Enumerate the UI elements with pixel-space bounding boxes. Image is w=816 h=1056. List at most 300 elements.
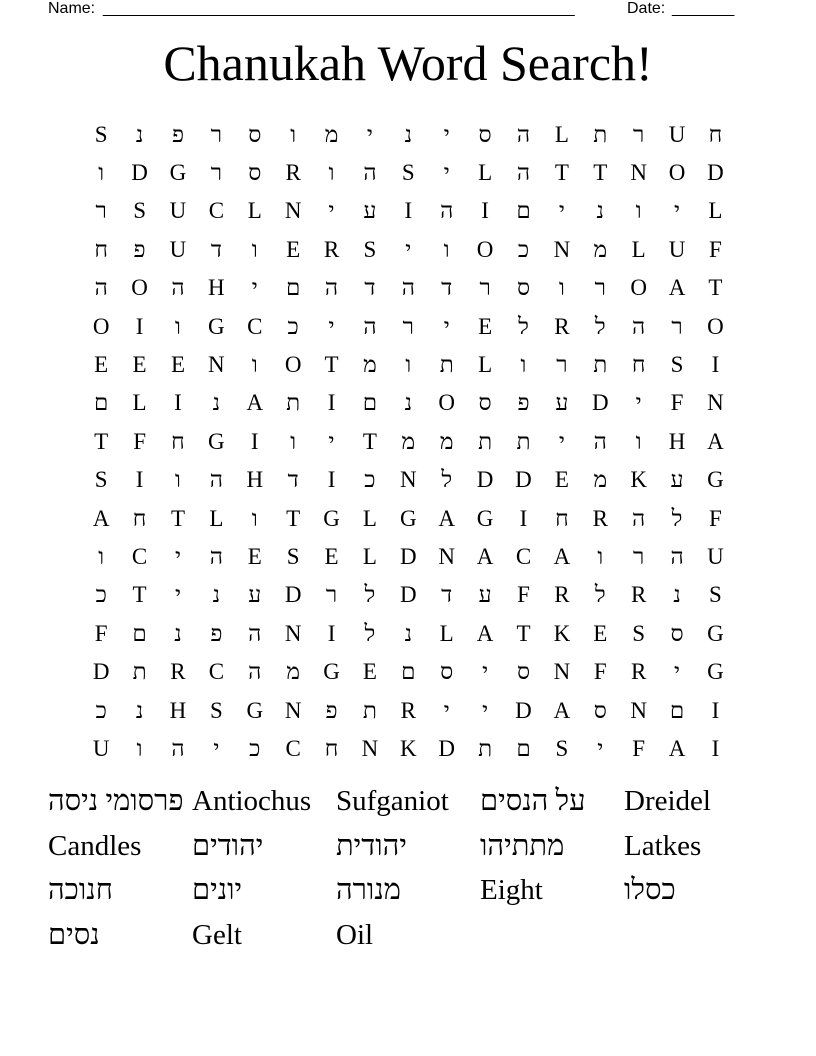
grid-cell: D <box>515 467 532 493</box>
grid-cell: I <box>327 620 336 646</box>
grid-cell: A <box>438 505 456 531</box>
grid-cell: ס <box>593 697 607 723</box>
grid-cell: נ <box>404 390 413 416</box>
grid-cell: E <box>286 236 301 262</box>
grid-cell: ר <box>633 543 645 569</box>
grid-cell: ח <box>324 735 339 761</box>
grid-cell: R <box>170 659 186 685</box>
grid-cell: A <box>92 505 110 531</box>
grid-cell: ו <box>405 352 412 378</box>
grid-cell: ל <box>441 467 453 493</box>
grid-cell: ו <box>98 160 105 186</box>
grid-cell: ד <box>364 275 376 301</box>
grid-cell: I <box>711 352 720 378</box>
grid-cell: N <box>208 352 225 378</box>
grid-cell: כ <box>287 313 299 339</box>
grid-cell: י <box>213 735 220 761</box>
grid-cell: י <box>174 543 181 569</box>
grid-cell: E <box>247 543 262 569</box>
grid-cell: מ <box>286 659 300 685</box>
grid-cell: E <box>554 467 569 493</box>
grid-cell: L <box>209 505 224 531</box>
grid-cell: R <box>323 236 340 262</box>
grid-cell: ח <box>631 352 646 378</box>
word-bank-item: יהודים <box>192 829 264 862</box>
grid-cell: ו <box>251 505 258 531</box>
grid-cell: נ <box>212 582 221 608</box>
grid-cell: ר <box>210 121 223 147</box>
grid-cell: T <box>362 428 377 454</box>
word-search-grid <box>82 115 735 768</box>
grid-cell: N <box>630 160 647 186</box>
grid-cell: D <box>131 160 148 186</box>
grid-cell: D <box>284 582 302 608</box>
grid-cell: T <box>170 505 185 531</box>
grid-cell: כ <box>364 467 376 493</box>
grid-cell: ס <box>670 620 684 646</box>
grid-cell: O <box>284 352 302 378</box>
grid-cell: ו <box>597 543 604 569</box>
grid-cell: י <box>443 697 450 723</box>
grid-cell: ס <box>478 390 492 416</box>
grid-cell: R <box>285 160 301 186</box>
grid-cell: F <box>94 620 108 646</box>
grid-cell: O <box>438 390 456 416</box>
grid-cell: N <box>707 390 724 416</box>
grid-cell: F <box>593 659 607 685</box>
grid-cell: י <box>482 659 489 685</box>
grid-cell: G <box>476 505 494 531</box>
grid-cell: K <box>553 620 571 646</box>
grid-cell: N <box>553 659 571 685</box>
grid-cell: ם <box>94 390 109 416</box>
grid-cell: מ <box>401 428 416 454</box>
word-bank-item: פרסומי ניסה <box>48 785 184 817</box>
grid-cell: H <box>668 428 686 454</box>
grid-cell: ו <box>290 428 297 454</box>
grid-cell: S <box>133 198 146 224</box>
grid-cell: ח <box>171 428 185 454</box>
grid-cell: י <box>405 236 412 262</box>
grid-cell: ה <box>516 160 531 186</box>
word-bank-item: יונים <box>192 874 243 907</box>
grid-cell: י <box>251 275 258 301</box>
grid-cell: ר <box>95 198 107 224</box>
grid-cell: ו <box>443 236 450 262</box>
grid-cell: I <box>519 505 528 531</box>
grid-cell: ם <box>362 390 378 416</box>
grid-cell: ו <box>98 543 105 569</box>
grid-cell: ת <box>478 428 493 454</box>
grid-cell: ו <box>251 236 258 262</box>
grid-cell: N <box>400 467 417 493</box>
word-bank-item: על הנסים <box>480 785 586 817</box>
grid-cell: ה <box>516 121 531 147</box>
grid-cell: L <box>132 390 147 416</box>
word-bank-item: Latkes <box>624 829 702 862</box>
grid-cell: ו <box>635 428 642 454</box>
grid-cell: ר <box>325 582 338 608</box>
grid-cell: D <box>400 582 417 608</box>
grid-cell: G <box>707 467 724 493</box>
grid-cell: F <box>709 505 722 531</box>
word-bank-item: Antiochus <box>192 785 312 817</box>
grid-cell: י <box>635 390 642 416</box>
grid-cell: C <box>247 313 263 339</box>
grid-cell: L <box>554 121 569 147</box>
grid-cell: D <box>92 659 110 685</box>
grid-cell: R <box>554 582 570 608</box>
grid-cell: מ <box>593 467 608 493</box>
grid-cell: ד <box>210 236 222 262</box>
grid-cell: K <box>400 735 417 761</box>
grid-cell: ו <box>635 198 642 224</box>
grid-cell: I <box>174 390 182 416</box>
grid-cell: U <box>169 236 187 262</box>
grid-cell: ס <box>440 659 454 685</box>
grid-cell: ע <box>478 582 492 608</box>
grid-cell: ר <box>479 275 491 301</box>
grid-cell: פ <box>133 236 146 262</box>
grid-cell: ה <box>324 275 339 301</box>
grid-cell: ע <box>363 198 377 224</box>
grid-cell: A <box>668 275 686 301</box>
grid-cell: ח <box>94 236 108 262</box>
word-bank-item: Eight <box>480 874 543 907</box>
grid-cell: ח <box>555 505 569 531</box>
grid-cell: N <box>438 543 456 569</box>
grid-cell: T <box>324 352 339 378</box>
grid-cell: G <box>323 505 340 531</box>
grid-cell: O <box>92 313 110 339</box>
grid-cell: י <box>482 697 489 723</box>
grid-cell: ל <box>594 313 606 339</box>
grid-cell: C <box>285 735 301 761</box>
grid-cell: ה <box>363 160 377 186</box>
grid-cell: ע <box>248 582 262 608</box>
grid-cell: פ <box>210 620 223 646</box>
grid-cell: ו <box>251 352 258 378</box>
grid-cell: כ <box>95 582 107 608</box>
word-bank-item: כסלו <box>624 874 676 907</box>
grid-cell: G <box>707 620 724 646</box>
grid-cell: A <box>246 390 264 416</box>
grid-cell: S <box>94 467 108 493</box>
grid-cell: ה <box>632 505 646 531</box>
grid-cell: C <box>208 198 225 224</box>
grid-cell: S <box>555 735 569 761</box>
grid-cell: G <box>208 428 225 454</box>
grid-cell: E <box>362 659 377 685</box>
grid-cell: D <box>515 697 532 723</box>
grid-cell: F <box>632 735 646 761</box>
grid-cell: F <box>133 428 146 454</box>
grid-cell: ת <box>516 428 531 454</box>
grid-cell: ד <box>441 582 453 608</box>
date-label: Date: <box>627 0 666 17</box>
grid-cell: L <box>708 198 723 224</box>
grid-cell: ס <box>248 121 262 147</box>
grid-cell: נ <box>212 390 221 416</box>
grid-cell: י <box>443 313 450 339</box>
grid-cell: ו <box>175 313 181 339</box>
grid-cell: S <box>401 160 415 186</box>
grid-cell: כ <box>517 236 530 262</box>
grid-cell: I <box>135 313 144 339</box>
grid-cell: H <box>208 275 225 301</box>
grid-cell: ת <box>286 390 301 416</box>
grid-cell: ה <box>593 428 607 454</box>
word-bank-item: Sufganiot <box>336 785 449 817</box>
grid-cell: ר <box>556 352 568 378</box>
name-label: Name: <box>48 0 96 17</box>
grid-cell: ה <box>171 275 185 301</box>
grid-cell: ס <box>516 659 531 685</box>
grid-cell: T <box>516 620 531 646</box>
grid-cell: ר <box>210 160 223 186</box>
grid-cell: ת <box>439 352 454 378</box>
word-bank-item: חנוכה <box>48 874 113 907</box>
grid-cell: R <box>630 659 647 685</box>
grid-cell: ס <box>478 121 492 147</box>
grid-cell: י <box>558 428 565 454</box>
grid-cell: ם <box>516 198 531 224</box>
grid-cell: ו <box>136 735 143 761</box>
grid-cell: פ <box>171 121 184 147</box>
grid-cell: C <box>515 543 532 569</box>
grid-cell: ו <box>328 160 335 186</box>
grid-cell: S <box>709 582 722 608</box>
word-bank-item: Candles <box>48 829 142 862</box>
grid-cell: D <box>707 160 724 186</box>
grid-cell: G <box>400 505 417 531</box>
grid-cell: י <box>366 121 373 147</box>
grid-cell: ה <box>94 275 108 301</box>
grid-cell: נ <box>135 121 144 147</box>
grid-cell: S <box>209 697 223 723</box>
grid-cell: L <box>439 620 454 646</box>
grid-cell: כ <box>95 697 107 723</box>
grid-cell: L <box>478 352 493 378</box>
grid-cell: R <box>554 313 570 339</box>
grid-cell: מ <box>593 236 608 262</box>
grid-cell: E <box>324 543 339 569</box>
grid-cell: ה <box>248 659 262 685</box>
grid-cell: י <box>174 582 181 608</box>
grid-cell: H <box>246 467 264 493</box>
grid-cell: I <box>711 735 720 761</box>
grid-cell: T <box>286 505 301 531</box>
grid-cell: T <box>708 275 723 301</box>
grid-cell: R <box>400 697 416 723</box>
grid-cell: U <box>668 236 686 262</box>
word-bank-item: מתתיהו <box>480 829 565 862</box>
grid-cell: ת <box>593 352 608 378</box>
grid-cell: S <box>363 236 377 262</box>
header-line <box>48 0 748 20</box>
grid-cell: י <box>674 198 681 224</box>
grid-cell: ם <box>401 659 416 685</box>
grid-cell: ת <box>593 121 608 147</box>
grid-cell: T <box>94 428 109 454</box>
grid-cell: נ <box>673 582 681 608</box>
grid-cell: ו <box>175 467 181 493</box>
grid-cell: מ <box>439 428 454 454</box>
grid-cell: E <box>593 620 608 646</box>
grid-cell: I <box>711 697 720 723</box>
grid-cell: A <box>707 428 724 454</box>
grid-cell: N <box>284 620 302 646</box>
grid-cell: ם <box>285 275 301 301</box>
grid-cell: L <box>631 236 646 262</box>
grid-cell: A <box>668 735 686 761</box>
grid-cell: A <box>553 697 571 723</box>
grid-cell: ל <box>364 582 376 608</box>
grid-cell: ו <box>558 275 565 301</box>
grid-cell: נ <box>174 620 182 646</box>
grid-cell: I <box>250 428 259 454</box>
grid-cell: ר <box>633 121 645 147</box>
grid-cell: S <box>286 543 300 569</box>
grid-cell: G <box>208 313 225 339</box>
grid-cell: ח <box>708 121 723 147</box>
grid-cell: נ <box>596 198 605 224</box>
grid-cell: I <box>135 467 144 493</box>
grid-cell: N <box>630 697 647 723</box>
grid-cell: E <box>478 313 493 339</box>
grid-cell: ה <box>209 543 223 569</box>
grid-cell: ס <box>248 160 262 186</box>
grid-cell: ה <box>171 735 185 761</box>
grid-cell: T <box>132 582 147 608</box>
grid-cell: C <box>131 543 148 569</box>
grid-cell: U <box>668 121 686 147</box>
grid-cell: T <box>593 160 608 186</box>
grid-cell: ד <box>287 467 299 493</box>
grid-cell: ד <box>441 275 453 301</box>
grid-cell: י <box>443 160 450 186</box>
grid-cell: N <box>284 198 302 224</box>
grid-cell: R <box>630 582 647 608</box>
grid-cell: ר <box>402 313 414 339</box>
grid-cell: ם <box>516 735 531 761</box>
grid-cell: R <box>592 505 608 531</box>
grid-cell: G <box>246 697 264 723</box>
grid-cell: ם <box>132 620 147 646</box>
grid-cell: D <box>438 735 456 761</box>
grid-cell: י <box>443 121 450 147</box>
grid-cell: O <box>131 275 148 301</box>
word-bank-item: נסים <box>48 919 100 952</box>
grid-cell: D <box>400 543 417 569</box>
grid-cell: ו <box>520 352 527 378</box>
grid-cell: O <box>630 275 647 301</box>
word-bank-item: Dreidel <box>624 785 711 817</box>
grid-cell: S <box>632 620 646 646</box>
grid-cell: ח <box>132 505 147 531</box>
grid-cell: E <box>132 352 147 378</box>
word-bank <box>48 781 768 960</box>
grid-cell: L <box>362 543 377 569</box>
grid-cell: מ <box>363 352 377 378</box>
grid-cell: ת <box>478 735 493 761</box>
grid-cell: ס <box>516 275 531 301</box>
grid-cell: ל <box>518 313 529 339</box>
grid-cell: ה <box>209 467 223 493</box>
grid-cell: L <box>362 505 377 531</box>
grid-cell: ה <box>440 198 454 224</box>
grid-cell: ה <box>670 543 684 569</box>
grid-cell: S <box>670 352 684 378</box>
grid-cell: כ <box>249 735 261 761</box>
grid-cell: A <box>476 543 494 569</box>
page-title: Chanukah Word Search! <box>163 35 653 91</box>
word-bank-item: Oil <box>336 919 374 952</box>
grid-cell: י <box>328 198 335 224</box>
grid-cell: נ <box>135 697 144 723</box>
grid-cell: K <box>630 467 647 493</box>
date-blank-line: _______ <box>672 0 735 17</box>
grid-cell: N <box>284 697 302 723</box>
grid-cell: I <box>404 198 413 224</box>
grid-cell: ע <box>670 467 684 493</box>
grid-cell: י <box>558 198 565 224</box>
grid-cell: N <box>361 735 379 761</box>
grid-cell: O <box>707 313 724 339</box>
grid-cell: A <box>476 620 494 646</box>
grid-cell: G <box>169 160 187 186</box>
grid-cell: מ <box>324 121 339 147</box>
grid-cell: ו <box>290 121 297 147</box>
grid-cell: ה <box>248 620 262 646</box>
grid-cell: י <box>597 735 604 761</box>
word-bank-item: מנורה <box>336 874 401 907</box>
grid-cell: ל <box>364 620 376 646</box>
grid-cell: F <box>517 582 530 608</box>
word-bank-item: יהודית <box>336 829 407 862</box>
grid-cell: U <box>169 198 187 224</box>
grid-cell: L <box>478 160 493 186</box>
grid-cell: פ <box>325 697 338 723</box>
grid-cell: E <box>94 352 109 378</box>
grid-cell: F <box>709 236 722 262</box>
grid-cell: O <box>476 236 494 262</box>
grid-cell: ר <box>594 275 606 301</box>
grid-cell: A <box>553 543 571 569</box>
grid-cell: ה <box>363 313 377 339</box>
grid-cell: T <box>554 160 569 186</box>
grid-cell: G <box>323 659 340 685</box>
grid-cell: I <box>327 467 336 493</box>
grid-cell: C <box>208 659 225 685</box>
grid-cell: י <box>674 659 681 685</box>
grid-cell: N <box>553 236 571 262</box>
grid-cell: ל <box>594 582 606 608</box>
grid-cell: פ <box>517 390 530 416</box>
grid-cell: S <box>94 121 108 147</box>
grid-cell: נ <box>404 121 413 147</box>
grid-cell: E <box>170 352 185 378</box>
grid-cell: D <box>591 390 609 416</box>
grid-cell: L <box>247 198 262 224</box>
grid-cell: ת <box>362 697 377 723</box>
grid-cell: U <box>92 735 110 761</box>
grid-cell: ה <box>632 313 646 339</box>
grid-cell: I <box>327 390 336 416</box>
grid-cell: י <box>328 313 335 339</box>
grid-cell: ה <box>401 275 415 301</box>
grid-cell: ל <box>671 505 683 531</box>
